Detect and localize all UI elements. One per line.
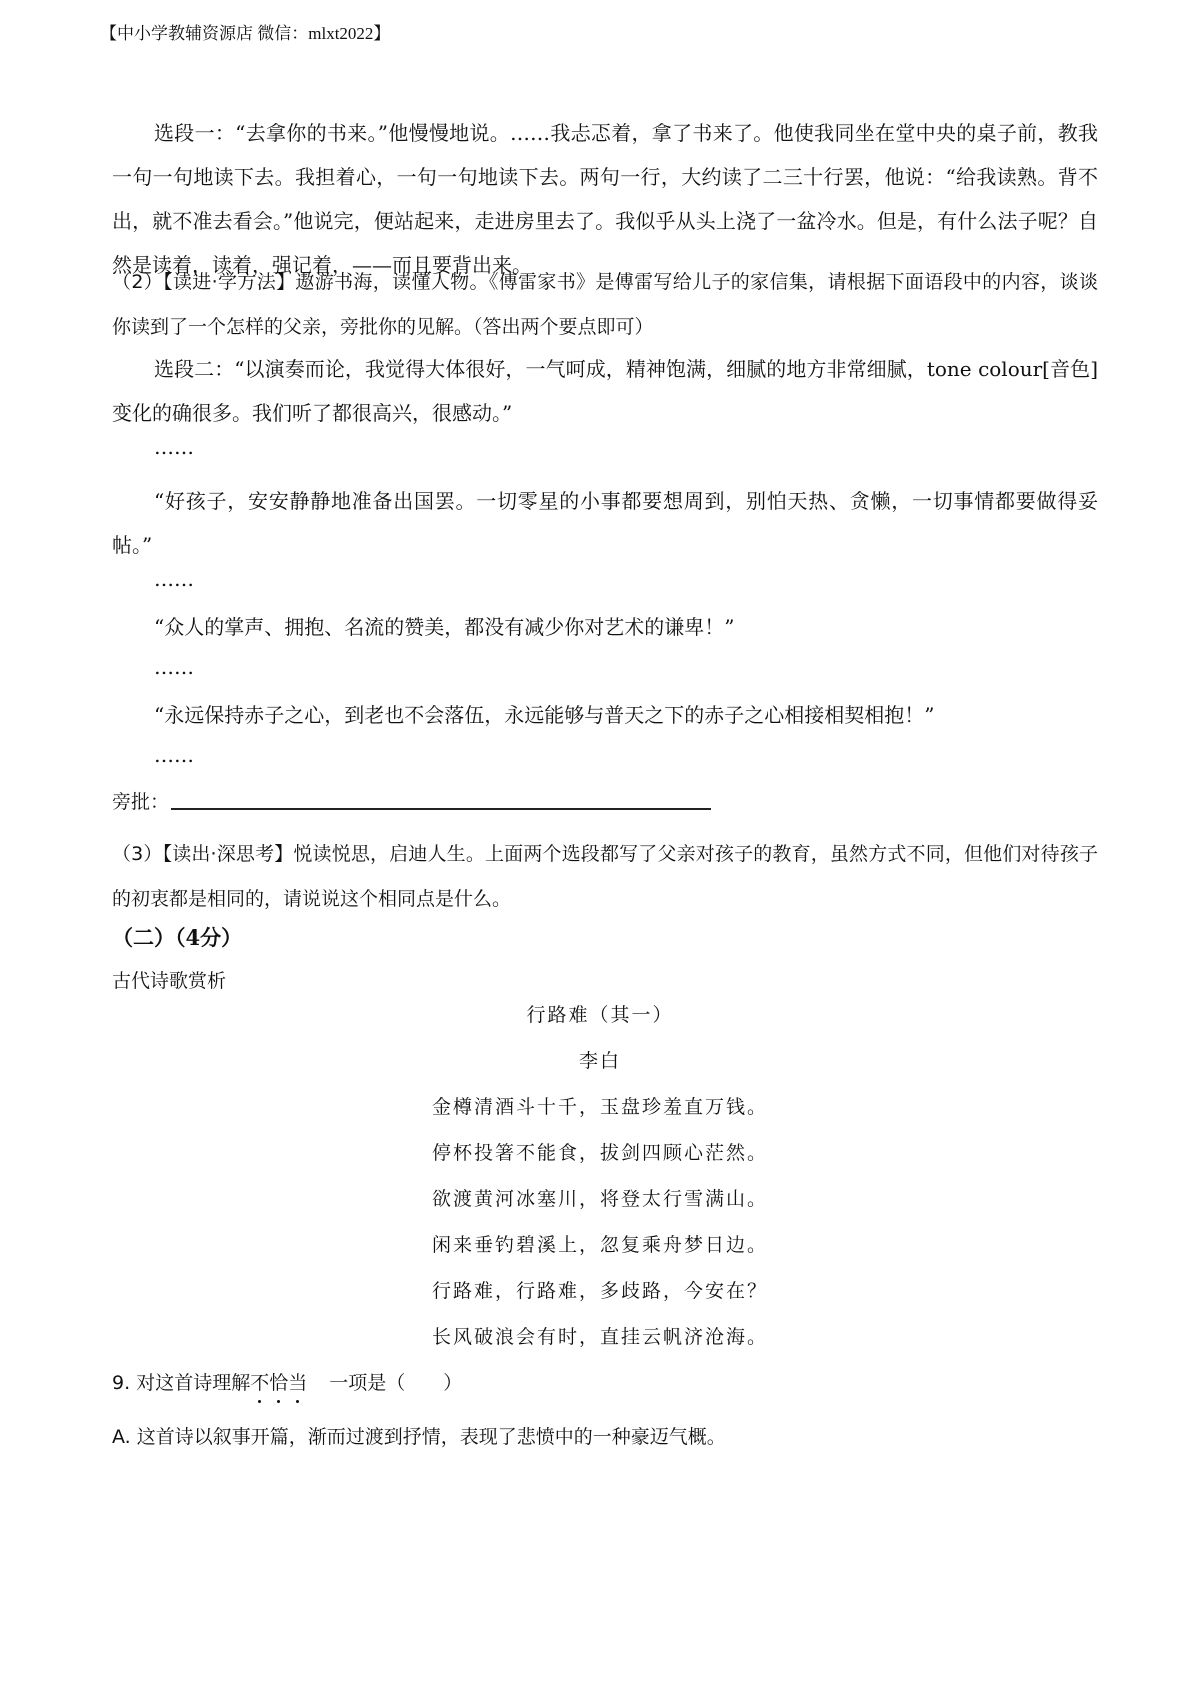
excerpt-two-quote-3: “永远保持赤子之心，到老也不会落伍，永远能够与普天之下的赤子之心相接相契相抱！” bbox=[154, 703, 935, 727]
section-2-title: （二）（4分） bbox=[112, 925, 243, 950]
question-9-emphasis-3: 当 bbox=[288, 1368, 307, 1395]
question-9 bbox=[112, 1368, 462, 1395]
option-a-text: 这首诗以叙事开篇，渐而过渡到抒情，表现了悲愤中的一种豪迈气概。 bbox=[136, 1426, 726, 1448]
question-9-emphasis-1: 不 bbox=[250, 1368, 269, 1395]
question-3 bbox=[112, 831, 1098, 921]
excerpt-two-intro: 选段二：“以演奏而论，我觉得大体很好，一气呵成，精神饱满，细腻的地方非常细腻，tone colour[音色]变化的确很多。我们听了都很高兴，很感动。” bbox=[112, 357, 1098, 425]
question-9-text-after: 一项是（ ） bbox=[329, 1372, 463, 1394]
ellipsis-1: …… bbox=[154, 435, 194, 459]
annotation-answer-line[interactable] bbox=[171, 808, 711, 810]
annotation-label: 旁批： bbox=[112, 791, 170, 813]
ellipsis-3: …… bbox=[154, 655, 194, 679]
excerpt-one: 选段一：“去拿你的书来。”他慢慢地说。……我忐忑着，拿了书来了。他使我同坐在堂中央的桌子前，教我一句一句地读下去。我担着心，一句一句地读下去。两句一行，大约读了二三十行罢，他说：“给我读熟。背不出，就不准去看会。”他说完，便站起来，走进房里去了。我似乎从头上浇了一盆冷水。但是，有什么法子呢？自然是读着，读着，强记着，——而且要背出来。 bbox=[112, 121, 1098, 277]
question-2 bbox=[112, 259, 1098, 349]
ellipsis-2: …… bbox=[154, 567, 194, 591]
question-9-text-before: 对这首诗理解 bbox=[136, 1372, 251, 1394]
poem-line-5: 行路难，行路难，多歧路，今安在？ bbox=[431, 1280, 768, 1302]
poem-line-6: 长风破浪会有时，直挂云帆济沧海。 bbox=[431, 1326, 768, 1348]
question-9-number: 9. bbox=[112, 1372, 131, 1394]
poem-title: 行路难（其一） bbox=[526, 1004, 674, 1026]
poem-author: 李白 bbox=[578, 1050, 621, 1072]
annotation-row bbox=[112, 787, 711, 814]
option-a[interactable] bbox=[112, 1422, 726, 1449]
poem-line-1: 金樽清酒斗十千，玉盘珍羞直万钱。 bbox=[431, 1096, 768, 1118]
poem-line-4: 闲来垂钓碧溪上，忽复乘舟梦日边。 bbox=[431, 1234, 768, 1256]
question-2-text: （2）【读进·学方法】遨游书海，读懂人物。《傅雷家书》是傅雷写给儿子的家信集，请根据下面语段中的内容，谈谈你读到了一个怎样的父亲，旁批你的见解。（答出两个要点即可） bbox=[112, 271, 1098, 338]
excerpt-two-quote-2: “众人的掌声、拥抱、名流的赞美，都没有减少你对艺术的谦卑！” bbox=[154, 615, 735, 639]
question-3-text: （3）【读出·深思考】悦读悦思，启迪人生。上面两个选段都写了父亲对孩子的教育，虽然方式不同，但他们对待孩子的初衷都是相同的，请说说这个相同点是什么。 bbox=[112, 843, 1098, 910]
ellipsis-4: …… bbox=[154, 743, 194, 767]
section-2-subtitle: 古代诗歌赏析 bbox=[112, 970, 227, 992]
option-a-letter: A. bbox=[112, 1426, 131, 1448]
poem-line-2: 停杯投箸不能食，拔剑四顾心茫然。 bbox=[431, 1142, 768, 1164]
header-note: 【中小学教辅资源店 微信：mlxt2022】 bbox=[100, 24, 391, 43]
poem-line-3: 欲渡黄河冰塞川，将登太行雪满山。 bbox=[431, 1188, 768, 1210]
excerpt-two-quote-1: “好孩子，安安静静地准备出国罢。一切零星的小事都要想周到，别怕天热、贪懒，一切事情都要做得妥帖。” bbox=[112, 489, 1098, 557]
question-9-emphasis-2: 恰 bbox=[269, 1368, 288, 1395]
